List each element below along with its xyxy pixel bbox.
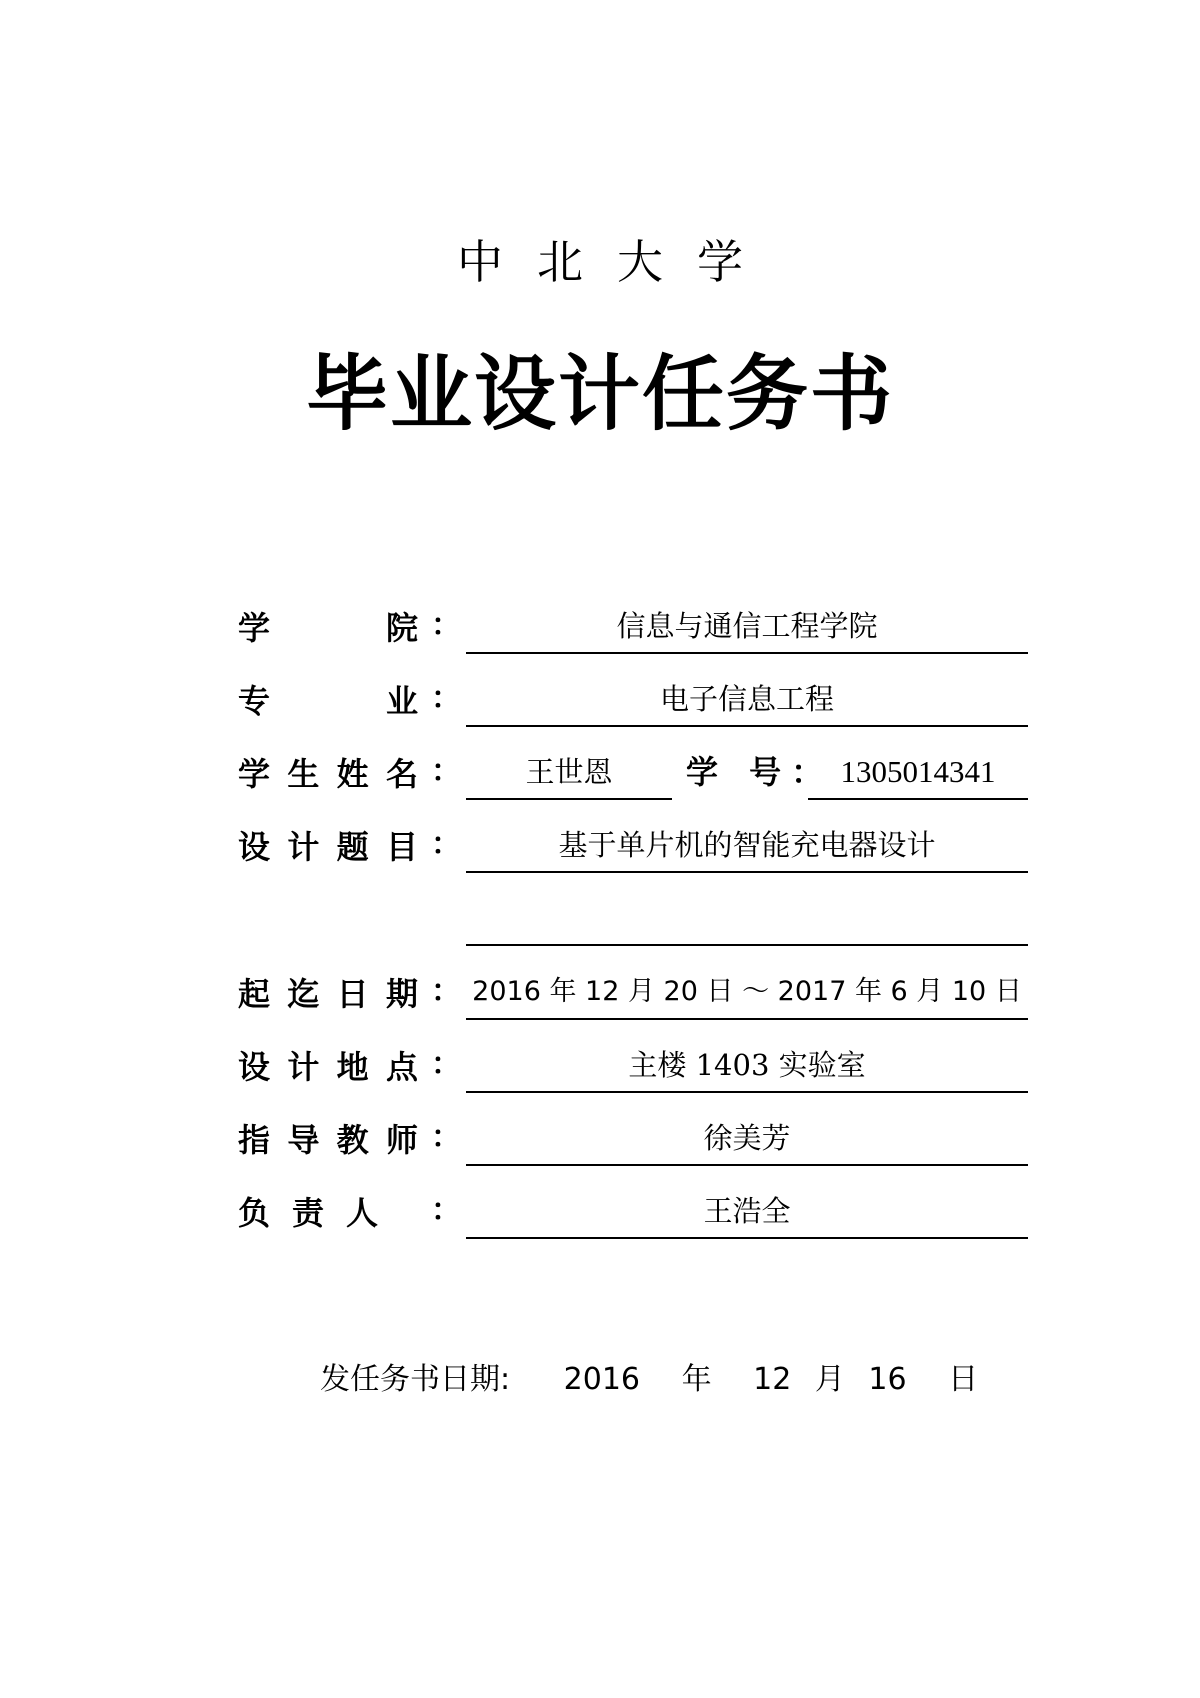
student-name-label-char: 生 bbox=[287, 755, 320, 793]
period-label-char: 起 bbox=[238, 975, 271, 1013]
field-advisor bbox=[238, 1112, 1028, 1172]
colon: ： bbox=[431, 1047, 461, 1082]
colon: ： bbox=[431, 1120, 461, 1155]
colon: ： bbox=[431, 1193, 461, 1228]
topic-label-char: 设 bbox=[238, 828, 271, 866]
period-label-char: 迄 bbox=[287, 975, 320, 1013]
university-name: 中北大学 bbox=[457, 235, 777, 289]
period-label-char: 期 bbox=[385, 975, 418, 1013]
major-value: 电子信息工程 bbox=[466, 673, 1028, 727]
student-id-label: 学 号： bbox=[686, 753, 834, 791]
field-location bbox=[238, 1039, 1028, 1099]
advisor-label-char: 师 bbox=[385, 1121, 418, 1159]
advisor-value: 徐美芳 bbox=[466, 1112, 1028, 1166]
location-label bbox=[238, 1039, 418, 1091]
major-label bbox=[238, 673, 418, 725]
field-topic bbox=[238, 819, 1028, 879]
location-label-char: 点 bbox=[385, 1048, 418, 1086]
location-value: 主楼 1403 实验室 bbox=[466, 1039, 1028, 1093]
issue-date-label: 发任务书日期: bbox=[320, 1362, 511, 1397]
topic-label-char: 题 bbox=[336, 828, 369, 866]
field-major bbox=[238, 673, 1028, 733]
responsible-label-char: 责 bbox=[291, 1194, 324, 1232]
colon: ： bbox=[431, 974, 461, 1009]
field-student bbox=[238, 746, 1028, 806]
student-id-value: 1305014341 bbox=[808, 746, 1028, 800]
student-name-label bbox=[238, 746, 418, 798]
college-label bbox=[238, 600, 418, 652]
topic-label-char: 计 bbox=[287, 828, 320, 866]
colon: ： bbox=[431, 681, 461, 716]
topic-label-char: 目 bbox=[385, 828, 418, 866]
location-label-char: 设 bbox=[238, 1048, 271, 1086]
responsible-label-char: 人 bbox=[345, 1194, 378, 1232]
colon: ： bbox=[431, 827, 461, 862]
issue-date-year-unit: 年 bbox=[681, 1362, 712, 1397]
advisor-label-char: 教 bbox=[336, 1121, 369, 1159]
period-label-char: 日 bbox=[336, 975, 369, 1013]
issue-date-year: 2016 bbox=[563, 1362, 641, 1397]
issue-date-month: 12 bbox=[753, 1362, 792, 1397]
college-label-char: 学 bbox=[238, 609, 271, 647]
topic-value: 基于单片机的智能充电器设计 bbox=[466, 819, 1028, 873]
responsible-value: 王浩全 bbox=[466, 1185, 1028, 1239]
topic-value-line2 bbox=[466, 892, 1028, 946]
college-value: 信息与通信工程学院 bbox=[466, 600, 1028, 654]
issue-date-month-unit: 月 bbox=[814, 1362, 845, 1397]
field-college bbox=[238, 600, 1028, 660]
field-topic-line2 bbox=[238, 892, 1028, 952]
colon: ： bbox=[431, 754, 461, 789]
issue-date bbox=[320, 1355, 978, 1405]
student-name-value: 王世恩 bbox=[466, 746, 672, 800]
issue-date-day-unit: 日 bbox=[948, 1362, 979, 1397]
period-label bbox=[238, 966, 418, 1018]
field-period bbox=[238, 966, 1028, 1026]
advisor-label-char: 指 bbox=[238, 1121, 271, 1159]
topic-label bbox=[238, 819, 418, 871]
responsible-label-char: 负 bbox=[238, 1194, 271, 1232]
colon: ： bbox=[431, 608, 461, 643]
location-label-char: 地 bbox=[336, 1048, 369, 1086]
responsible-label bbox=[238, 1185, 378, 1237]
location-label-char: 计 bbox=[287, 1048, 320, 1086]
advisor-label bbox=[238, 1112, 418, 1164]
field-responsible bbox=[238, 1185, 1028, 1245]
college-label-char: 院 bbox=[385, 609, 418, 647]
student-name-label-char: 学 bbox=[238, 755, 271, 793]
document-title: 毕业设计任务书 bbox=[305, 347, 894, 442]
advisor-label-char: 导 bbox=[287, 1121, 320, 1159]
major-label-char: 业 bbox=[385, 682, 418, 720]
major-label-char: 专 bbox=[238, 682, 271, 720]
student-name-label-char: 姓 bbox=[336, 755, 369, 793]
student-name-label-char: 名 bbox=[385, 755, 418, 793]
period-value: 2016 年 12 月 20 日 ～ 2017 年 6 月 10 日 bbox=[466, 966, 1028, 1020]
issue-date-day: 16 bbox=[868, 1362, 907, 1397]
